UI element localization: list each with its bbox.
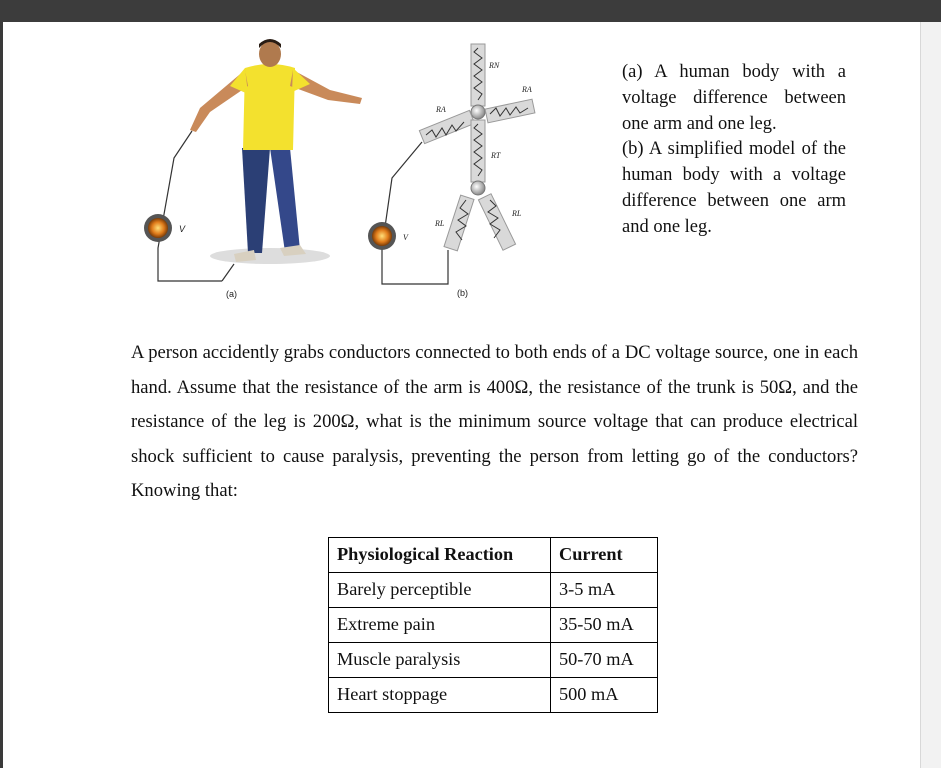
label-leg-right: RL (512, 209, 522, 218)
table-row (329, 643, 658, 678)
label-leg-left: RL (435, 219, 445, 228)
voltage-label-a: V (179, 224, 186, 234)
panel-a-label: (a) (226, 289, 237, 299)
problem-statement (131, 336, 858, 509)
header-current: Current (551, 538, 658, 573)
current-cell: 3-5 mA (551, 573, 658, 608)
caption-b: (b) A simplified model of the human body with a voltage difference between one arm and one leg. (622, 139, 846, 237)
reaction-cell: Extreme pain (329, 608, 551, 643)
physiological-reaction-table (328, 537, 658, 713)
problem-text: A person accidently grabs conductors connected to both ends of a DC voltage source, one in each hand. Assume that the resistance of the arm is 400Ω, the resistance of the trunk is 50Ω, and the resistance of the leg is 200Ω, what is the minimum source voltage that can produce electrical shock sufficient to cause paralysis, preventing the person from letting go of the conductors? Knowing that: (131, 342, 858, 501)
label-neck: RN (489, 61, 500, 70)
current-cell: 35-50 mA (551, 608, 658, 643)
header-reaction: Physiological Reaction (329, 538, 551, 573)
table-row (329, 678, 658, 713)
reaction-cell: Heart stoppage (329, 678, 551, 713)
voltage-label-b: V (403, 233, 408, 242)
scrollbar-track[interactable] (920, 22, 941, 768)
label-arm-left: RA (436, 105, 446, 114)
table-row (329, 608, 658, 643)
viewer-toolbar (0, 0, 941, 22)
panel-b-label: (b) (457, 288, 468, 298)
resistor-model (368, 44, 535, 284)
label-arm-right: RA (522, 85, 532, 94)
label-trunk: RT (491, 151, 501, 160)
table-row (329, 573, 658, 608)
person-illustration (144, 39, 362, 281)
figure-caption (622, 60, 846, 241)
table-header-row (329, 538, 658, 573)
figure-illustration (130, 38, 570, 310)
reaction-cell: Muscle paralysis (329, 643, 551, 678)
current-cell: 500 mA (551, 678, 658, 713)
caption-a: (a) A human body with a voltage difference between one arm and one leg. (622, 62, 846, 134)
figure-human-body-circuit (130, 38, 570, 310)
reaction-cell: Barely perceptible (329, 573, 551, 608)
current-cell: 50-70 mA (551, 643, 658, 678)
